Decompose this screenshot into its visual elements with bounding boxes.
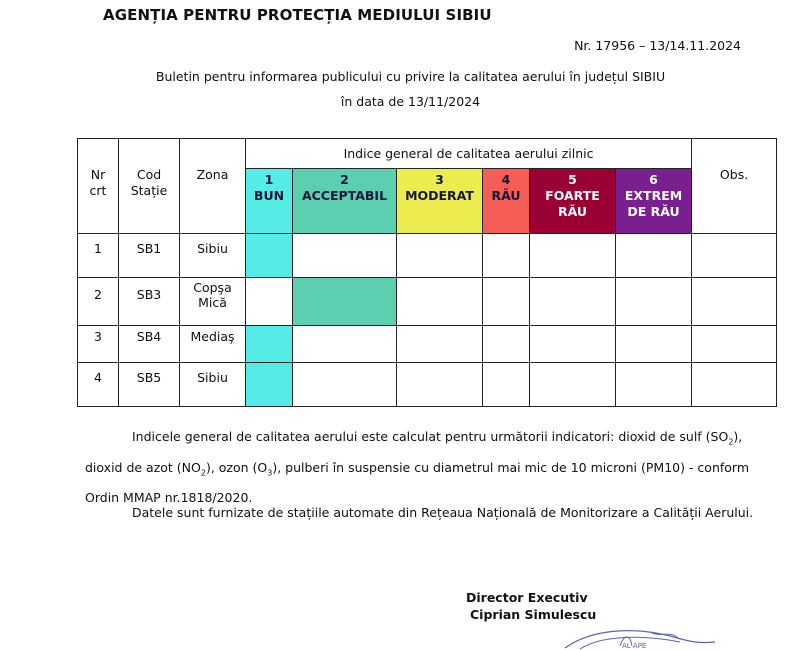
signature-block bbox=[466, 589, 596, 623]
level-4-header: 4 RĂU bbox=[483, 169, 530, 234]
row-zona: Sibiu bbox=[180, 363, 246, 407]
table-row bbox=[78, 326, 777, 363]
level-3-cell bbox=[397, 234, 483, 278]
signature-stamp-image bbox=[560, 628, 720, 650]
level-3-cell bbox=[397, 326, 483, 363]
level-1-cell-filled bbox=[246, 326, 293, 363]
document-number: Nr. 17956 – 13/14.11.2024 bbox=[574, 38, 741, 53]
air-quality-table bbox=[77, 138, 777, 407]
header-cod-statie: Cod Stație bbox=[119, 139, 180, 234]
level-2-cell-filled bbox=[293, 278, 397, 326]
row-cod: SB1 bbox=[119, 234, 180, 278]
svg-text:AL APE: AL APE bbox=[622, 642, 647, 650]
table-row bbox=[78, 234, 777, 278]
obs-cell bbox=[692, 278, 777, 326]
data-source-paragraph: Datele sunt furnizate de stațiile automate din Rețeaua Națională de Monitorizare a Calității Aerului. bbox=[132, 505, 754, 520]
level-4-cell bbox=[483, 326, 530, 363]
level-5-cell bbox=[530, 234, 616, 278]
level-4-cell bbox=[483, 234, 530, 278]
level-1-header: 1 BUN bbox=[246, 169, 293, 234]
row-zona: Sibiu bbox=[180, 234, 246, 278]
header-obs: Obs. bbox=[692, 139, 777, 234]
level-3-cell bbox=[397, 278, 483, 326]
table-row bbox=[78, 363, 777, 407]
level-5-cell bbox=[530, 326, 616, 363]
row-cod: SB4 bbox=[119, 326, 180, 363]
row-nr: 4 bbox=[78, 363, 119, 407]
director-name: Ciprian Simulescu bbox=[470, 607, 597, 622]
level-6-cell bbox=[616, 234, 692, 278]
header-nr-crt: Nr crt bbox=[78, 139, 119, 234]
level-3-header: 3 MODERAT bbox=[397, 169, 483, 234]
director-title: Director Executiv bbox=[466, 590, 588, 605]
bulletin-title: Buletin pentru informarea publicului cu privire la calitatea aerului în județul SIBIU bbox=[155, 69, 666, 84]
obs-cell bbox=[692, 363, 777, 407]
level-1-cell-filled bbox=[246, 363, 293, 407]
table-row bbox=[78, 278, 777, 326]
level-2-cell bbox=[293, 363, 397, 407]
row-cod: SB5 bbox=[119, 363, 180, 407]
agency-title: AGENȚIA PENTRU PROTECȚIA MEDIULUI SIBIU bbox=[103, 6, 492, 24]
header-index-title: Indice general de calitatea aerului zilnic bbox=[246, 139, 692, 169]
level-2-header: 2 ACCEPTABIL bbox=[293, 169, 397, 234]
level-1-cell-filled bbox=[246, 234, 293, 278]
level-5-cell bbox=[530, 363, 616, 407]
level-5-cell bbox=[530, 278, 616, 326]
level-6-cell bbox=[616, 363, 692, 407]
level-6-header: 6 EXTREM DE RĂU bbox=[616, 169, 692, 234]
level-5-header: 5 FOARTE RĂU bbox=[530, 169, 616, 234]
indicators-paragraph: Indicele general de calitatea aerului este calculat pentru următorii indicatori: dioxid de sulf $(SO_2)$, dioxid de azot $(NO_2)$, ozon $(O_3)$, pulberi în suspensie cu diametrul mai mic de 10 microni (PM10) - conform Ordin MMAP nr.1818/2020. bbox=[85, 429, 750, 505]
row-nr: 2 bbox=[78, 278, 119, 326]
level-2-cell bbox=[293, 326, 397, 363]
header-zona: Zona bbox=[180, 139, 246, 234]
row-zona: Mediaş bbox=[180, 326, 246, 363]
row-zona: Copşa Mică bbox=[180, 278, 246, 326]
obs-cell bbox=[692, 234, 777, 278]
row-nr: 3 bbox=[78, 326, 119, 363]
level-6-cell bbox=[616, 326, 692, 363]
level-6-cell bbox=[616, 278, 692, 326]
bulletin-date: în data de 13/11/2024 bbox=[340, 94, 481, 109]
row-nr: 1 bbox=[78, 234, 119, 278]
level-4-cell bbox=[483, 278, 530, 326]
level-3-cell bbox=[397, 363, 483, 407]
level-4-cell bbox=[483, 363, 530, 407]
row-cod: SB3 bbox=[119, 278, 180, 326]
level-2-cell bbox=[293, 234, 397, 278]
obs-cell bbox=[692, 326, 777, 363]
level-1-cell bbox=[246, 278, 293, 326]
